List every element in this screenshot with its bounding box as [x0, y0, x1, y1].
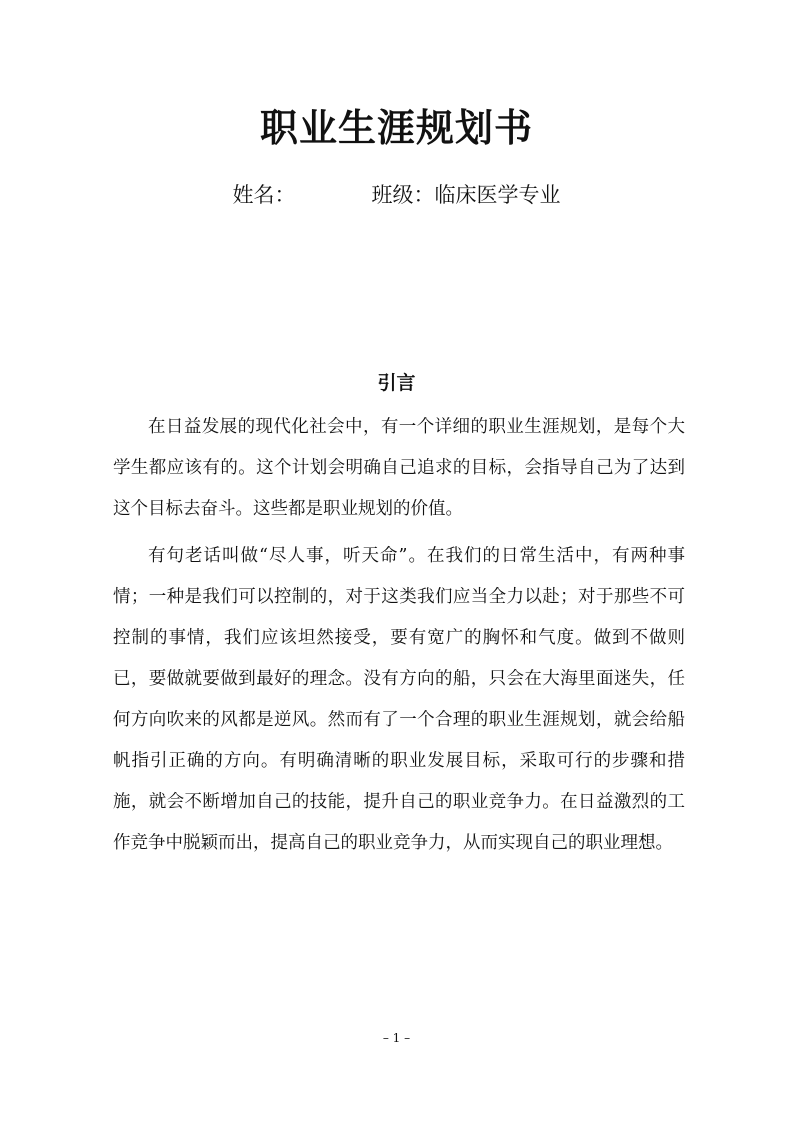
name-label: 姓名：: [232, 183, 296, 207]
document-title: 职业生涯规划书: [259, 106, 533, 150]
page-number: – 1 –: [382, 1031, 411, 1045]
class-label: 班级：临床医学专业: [371, 183, 561, 207]
paragraph: 有句老话叫做“尽人事，听天命”。在我们的日常生活中，有两种事情；一种是我们可以控制的，对于这类我们应当全力以赴；对于那些不可控制的事情，我们应该坦然接受，要有宽广的胸怀和气度。做到不做则已，要做就要做到最好的理念。没有方向的船，只会在大海里面迷失，任何方向吹来的风都是逆风。然而有了一个合理的职业生涯规划，就会给船帆指引正确的方向。有明确清晰的职业发展目标，采取可行的步骤和措施，就会不断增加自己的技能，提升自己的职业竞争力。在日益激烈的工作竞争中脱颖而出，提高自己的职业竞争力，从而实现自己的职业理想。: [113, 546, 685, 853]
student-info-line: [0, 180, 793, 210]
paragraph: 在日益发展的现代化社会中，有一个详细的职业生涯规划，是每个大学生都应该有的。这个计划会明确自己追求的目标，会指导自己为了达到这个目标去奋斗。这些都是职业规划的价值。: [113, 417, 685, 519]
section-heading-introduction: 引言: [377, 372, 416, 394]
introduction-body: [113, 407, 685, 870]
